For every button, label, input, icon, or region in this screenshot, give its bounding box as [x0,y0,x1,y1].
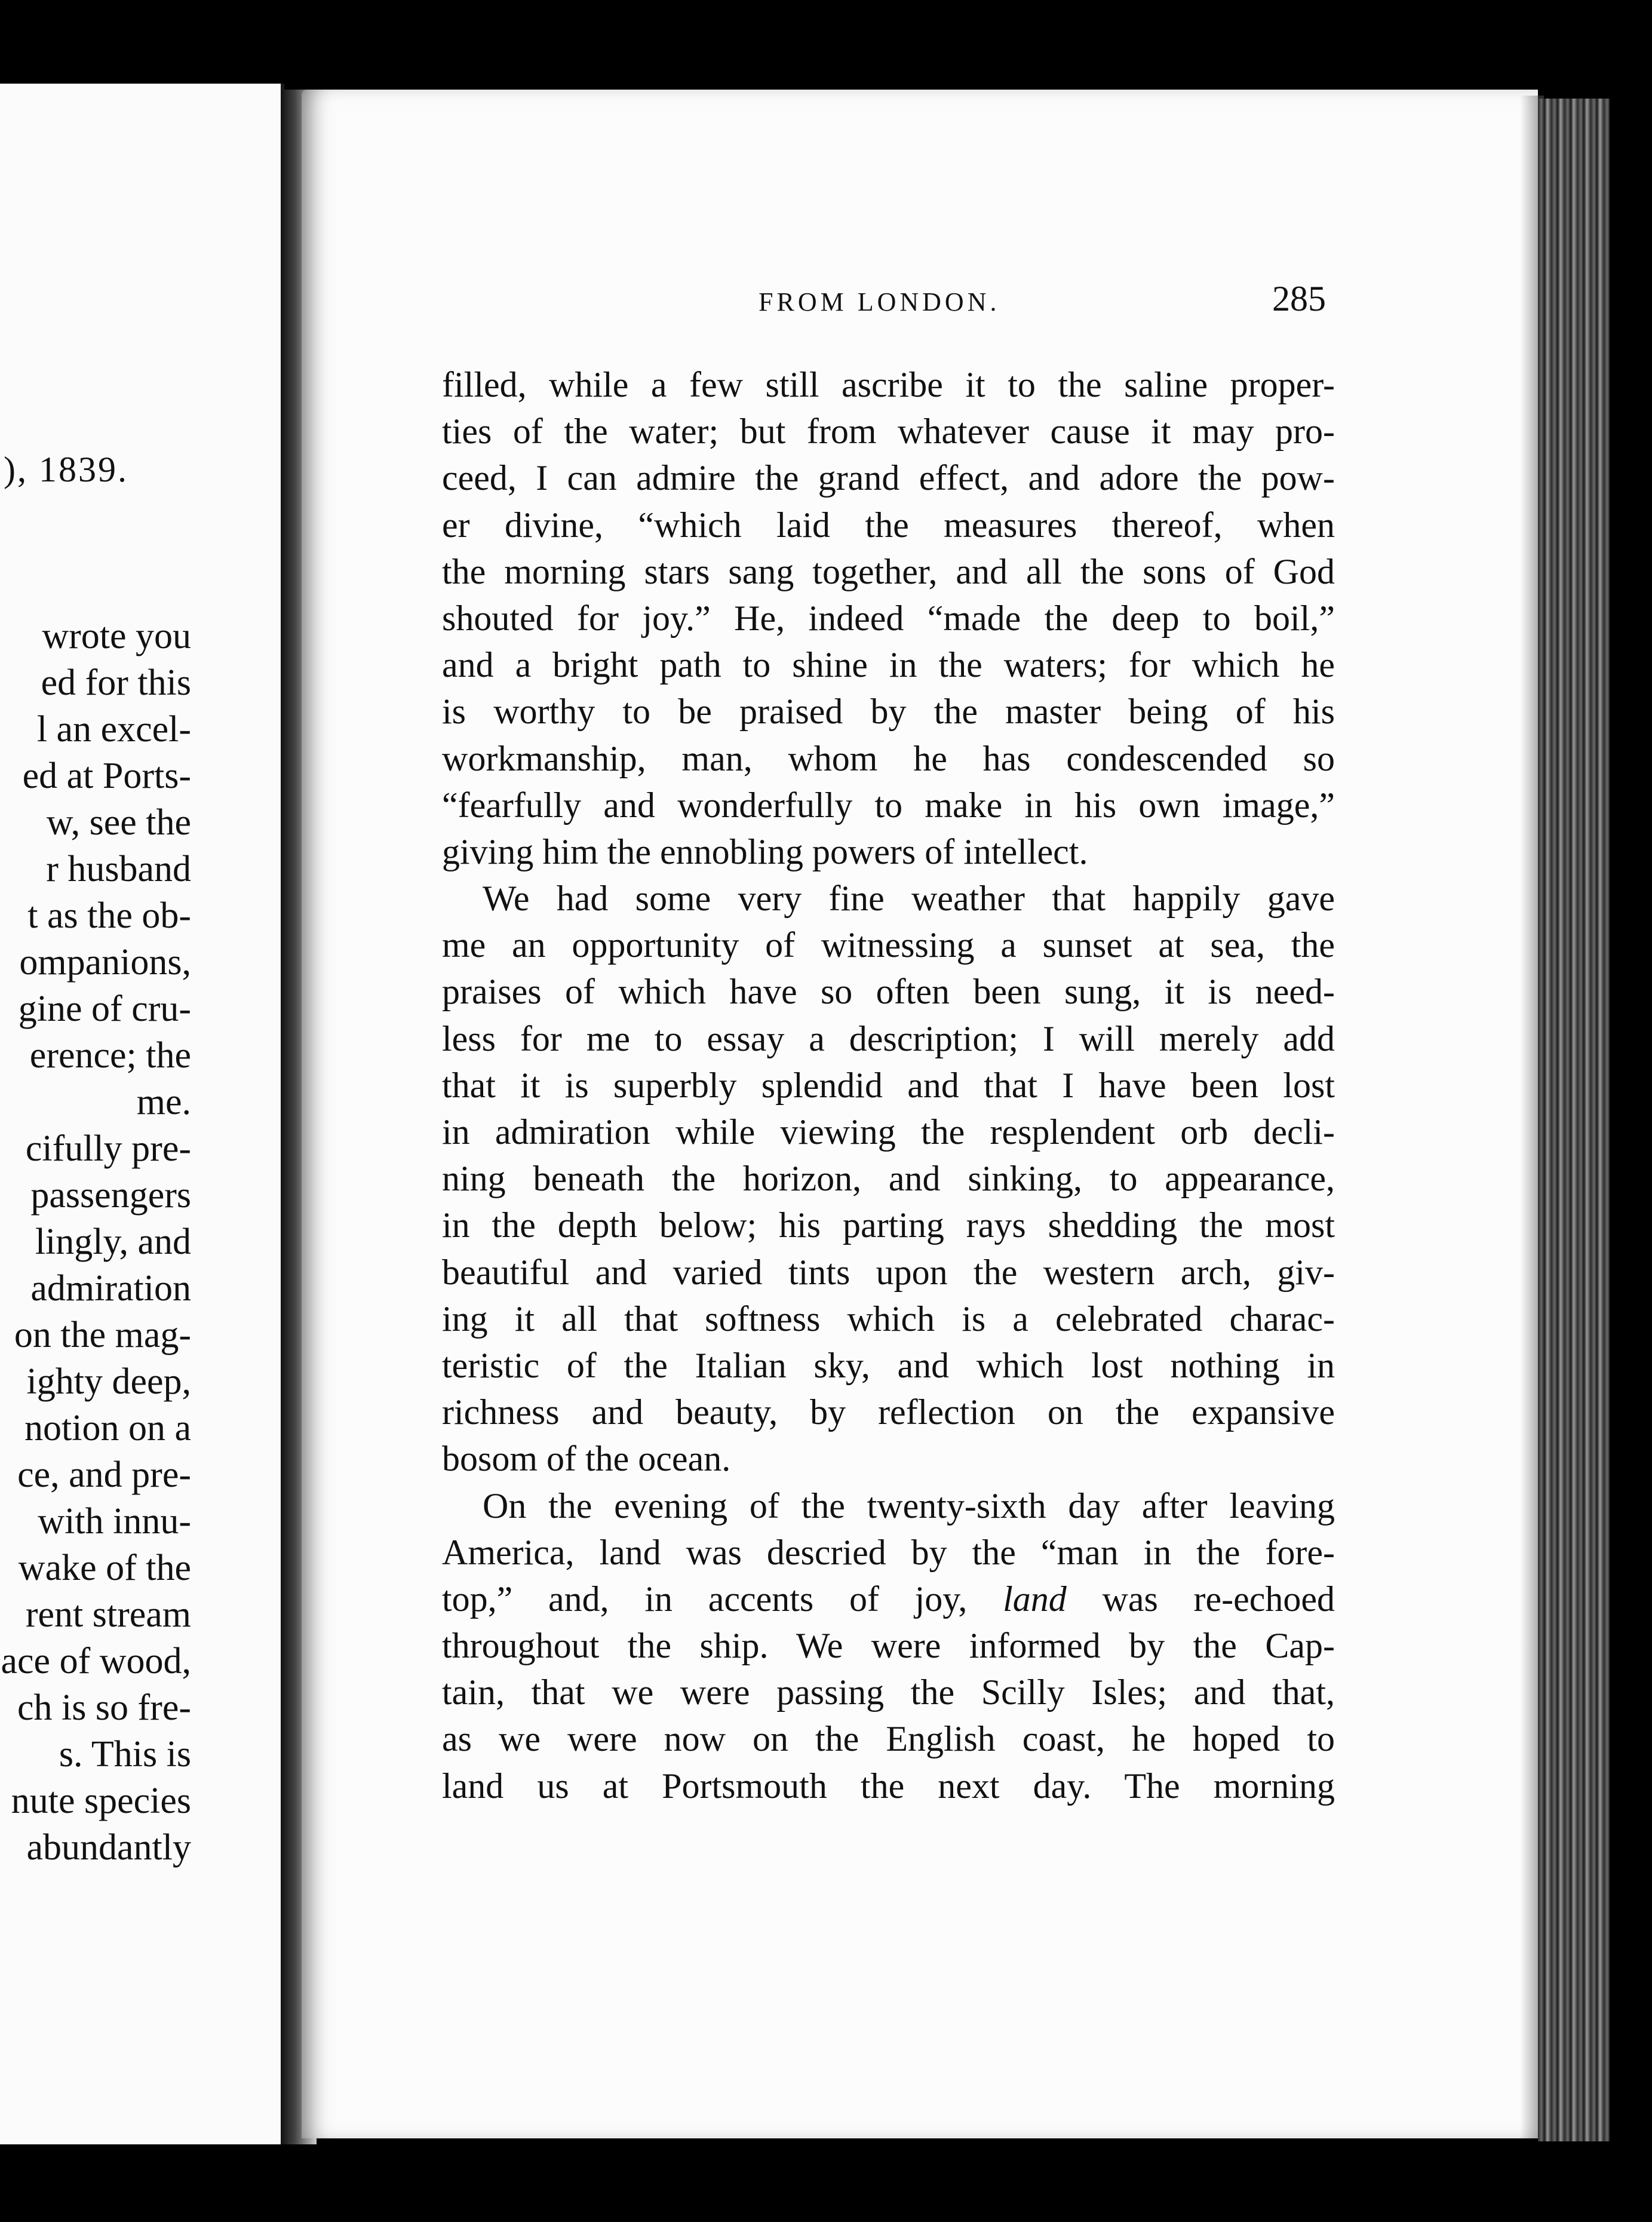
left-line: ace of wood, [1,1641,191,1681]
text-line: ties of the water; but from whatever cause it may pro- [442,412,1335,452]
left-line: ed for this [41,662,191,703]
left-line: admiration [30,1268,191,1309]
text-line: less for me to essay a description; I will merely add [442,1018,1335,1058]
italic-word: land [1003,1579,1067,1619]
left-line: me. [136,1082,191,1122]
page-number: 285 [1272,279,1326,318]
text-line: land us at Portsmouth the next day. The morning [442,1766,1335,1806]
left-line: on the mag- [14,1315,191,1355]
body-text [442,361,1335,1809]
text-line: me an opportunity of witnessing a sunset at sea, the [442,925,1335,965]
left-line: nute species [11,1781,191,1821]
text-line: ceed, I can admire the grand effect, and adore the pow- [442,458,1335,498]
text-line: America, land was descried by the “man in the fore- [442,1532,1335,1572]
left-line: t as the ob- [27,895,191,936]
text-line: is worthy to be praised by the master being of his [442,692,1335,732]
text-line: bosom of the ocean. [442,1439,731,1479]
left-line: notion on a [24,1408,191,1448]
book-page-edges [1538,99,1610,2141]
left-page-heading: ), 1839. [4,450,128,489]
left-line: passengers [30,1175,191,1216]
text-line: that it is superbly splendid and that I have been lost [442,1065,1335,1105]
text-line: praises of which have so often been sung, it is need- [442,972,1335,1012]
left-line: erence; the [29,1035,191,1076]
left-line: lingly, and [35,1222,191,1262]
left-line: ce, and pre- [17,1454,191,1495]
left-line: wake of the [18,1548,191,1588]
text-line: shouted for joy.” He, indeed “made the deep to boil,” [442,598,1335,638]
left-line: ed at Ports- [22,756,191,796]
text-line: On the evening of the twenty-sixth day after leaving [483,1486,1335,1526]
text-line: ing it all that softness which is a celebrated charac- [442,1299,1335,1339]
text-line: and a bright path to shine in the waters; for which he [442,645,1335,685]
text-line: filled, while a few still ascribe it to the saline proper- [442,365,1335,404]
left-line: l an excel- [36,709,191,750]
left-line: cifully pre- [25,1128,191,1169]
text-line: as we were now on the English coast, he hoped to [442,1719,1335,1759]
text-line: teristic of the Italian sky, and which lost nothing in [442,1345,1335,1385]
text-line: throughout the ship. We were informed by the Cap- [442,1626,1335,1666]
text-line: richness and beauty, by reflection on the expansive [442,1392,1335,1432]
left-line: ch is so fre- [17,1687,191,1728]
left-line: r husband [46,849,191,889]
text-line: We had some very fine weather that happily gave [483,879,1335,919]
left-page [0,84,284,2144]
text-line: in admiration while viewing the resplendent orb decli- [442,1112,1335,1152]
text-line: workmanship, man, whom he has condescended so [442,738,1335,778]
left-line: s. This is [59,1734,191,1775]
text-line: top,” and, in accents of joy, land was re-echoed [442,1579,1335,1619]
left-line: abundantly [26,1827,191,1868]
text-line: giving him the ennobling powers of intellect. [442,831,1088,871]
left-line: rent stream [25,1594,191,1635]
text-line: “fearfully and wonderfully to make in his own image,” [442,785,1335,825]
text-line: beautiful and varied tints upon the western arch, giv- [442,1252,1335,1292]
text-line: ning beneath the horizon, and sinking, to appearance, [442,1159,1335,1199]
text-line: the morning stars sang together, and all the sons of God [442,551,1335,591]
left-line: with innu- [38,1501,191,1542]
text-line: in the depth below; his parting rays shedding the most [442,1205,1335,1245]
text-line: tain, that we were passing the Scilly Isles; and that, [442,1672,1335,1712]
left-page-text [0,615,191,1873]
text-line: er divine, “which laid the measures thereof, when [442,505,1335,545]
left-line: w, see the [46,802,191,843]
running-head: FROM LONDON. [759,287,1000,317]
left-line: wrote you [42,616,191,656]
left-line: gine of cru- [18,989,191,1029]
left-line: ighty deep, [26,1361,191,1402]
left-line: ompanions, [19,942,191,983]
